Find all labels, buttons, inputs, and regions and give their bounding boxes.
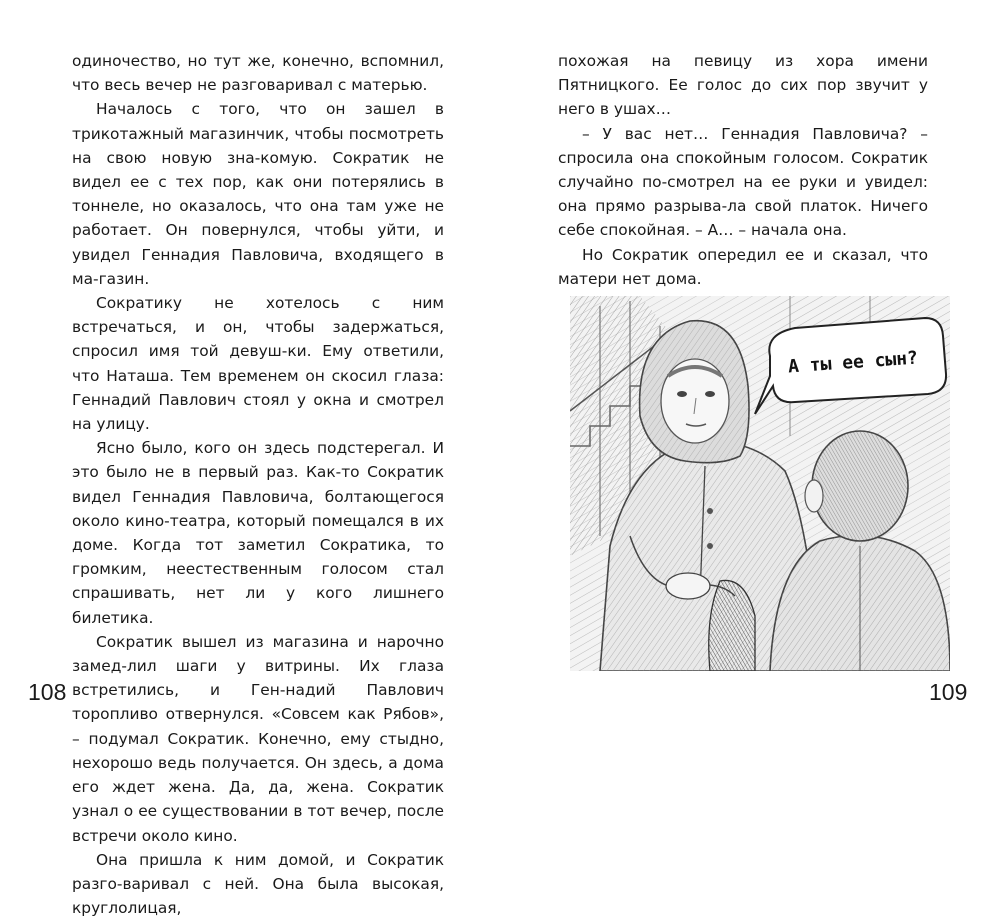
paragraph: похожая на певицу из хора имени Пятницкого. Ее голос до сих пор звучит у него в ушах… bbox=[558, 52, 928, 119]
page-number: 108 bbox=[28, 679, 67, 705]
pencil-illustration bbox=[570, 296, 950, 671]
left-page bbox=[0, 0, 500, 918]
page-number: 109 bbox=[929, 679, 968, 705]
paragraph: одиночество, но тут же, конечно, вспомнил, что весь вечер не разговаривал с матерью. bbox=[72, 52, 444, 95]
paragraph: Сократику не хотелось с ним встречаться, и он, чтобы задержаться, спросил имя той девуш-ки. Ему ответили, что Наташа. Тем временем он скосил глаза: Геннадий Павлович стоял у окна и смотрел на улицу. bbox=[72, 294, 444, 434]
left-text-column bbox=[72, 49, 444, 920]
right-page bbox=[500, 0, 1000, 750]
speech-bubble-text: А ты ее сын? bbox=[787, 347, 919, 378]
paragraph: Началось с того, что он зашел в трикотажный магазинчик, чтобы посмотреть на свою новую зна-комую. Сократик не видел ее с тех пор, как они потерялись в тоннеле, но оказалось, что она там уже не работает. Он повернулся, чтобы уйти, и увидел Геннадия Павловича, входящего в ма-газин. bbox=[72, 100, 444, 288]
paragraph: Она пришла к ним домой, и Сократик разго-варивал с ней. Она была высокая, круглолицая, bbox=[72, 850, 444, 918]
paragraph: Сократик вышел из магазина и нарочно замед-лил шаги у витрины. Их глаза встретились, и Ген-надий Павлович торопливо отвернулся. «Совсем как Рябов», – подумал Сократик. Конечно, ему стыдно, нехорошо ведь получается. Он здесь, а дома его ждет жена. Да, да, жена. Сократик узнал о ее существовании в тот вечер, после встречи около кино. bbox=[72, 632, 444, 845]
paragraph: Но Сократик опередил ее и сказал, что матери нет дома. bbox=[558, 245, 928, 288]
paragraph: Ясно было, кого он здесь подстерегал. И это было не в первый раз. Как-то Сократик видел Геннадия Павловича, болтающегося около кино-театра, который помещался в их доме. Когда тот заметил Сократика, то громким, неестественным голосом стал спрашивать, нет ли у кого лишнего билетика. bbox=[72, 439, 444, 627]
paragraph: – У вас нет… Геннадия Павловича? – спросила она спокойным голосом. Сократик случайно по-смотрел на ее руки и увидел: она прямо разрыва-ла свой платок. Ничего себе спокойная. – А… – начала она. bbox=[558, 124, 928, 240]
